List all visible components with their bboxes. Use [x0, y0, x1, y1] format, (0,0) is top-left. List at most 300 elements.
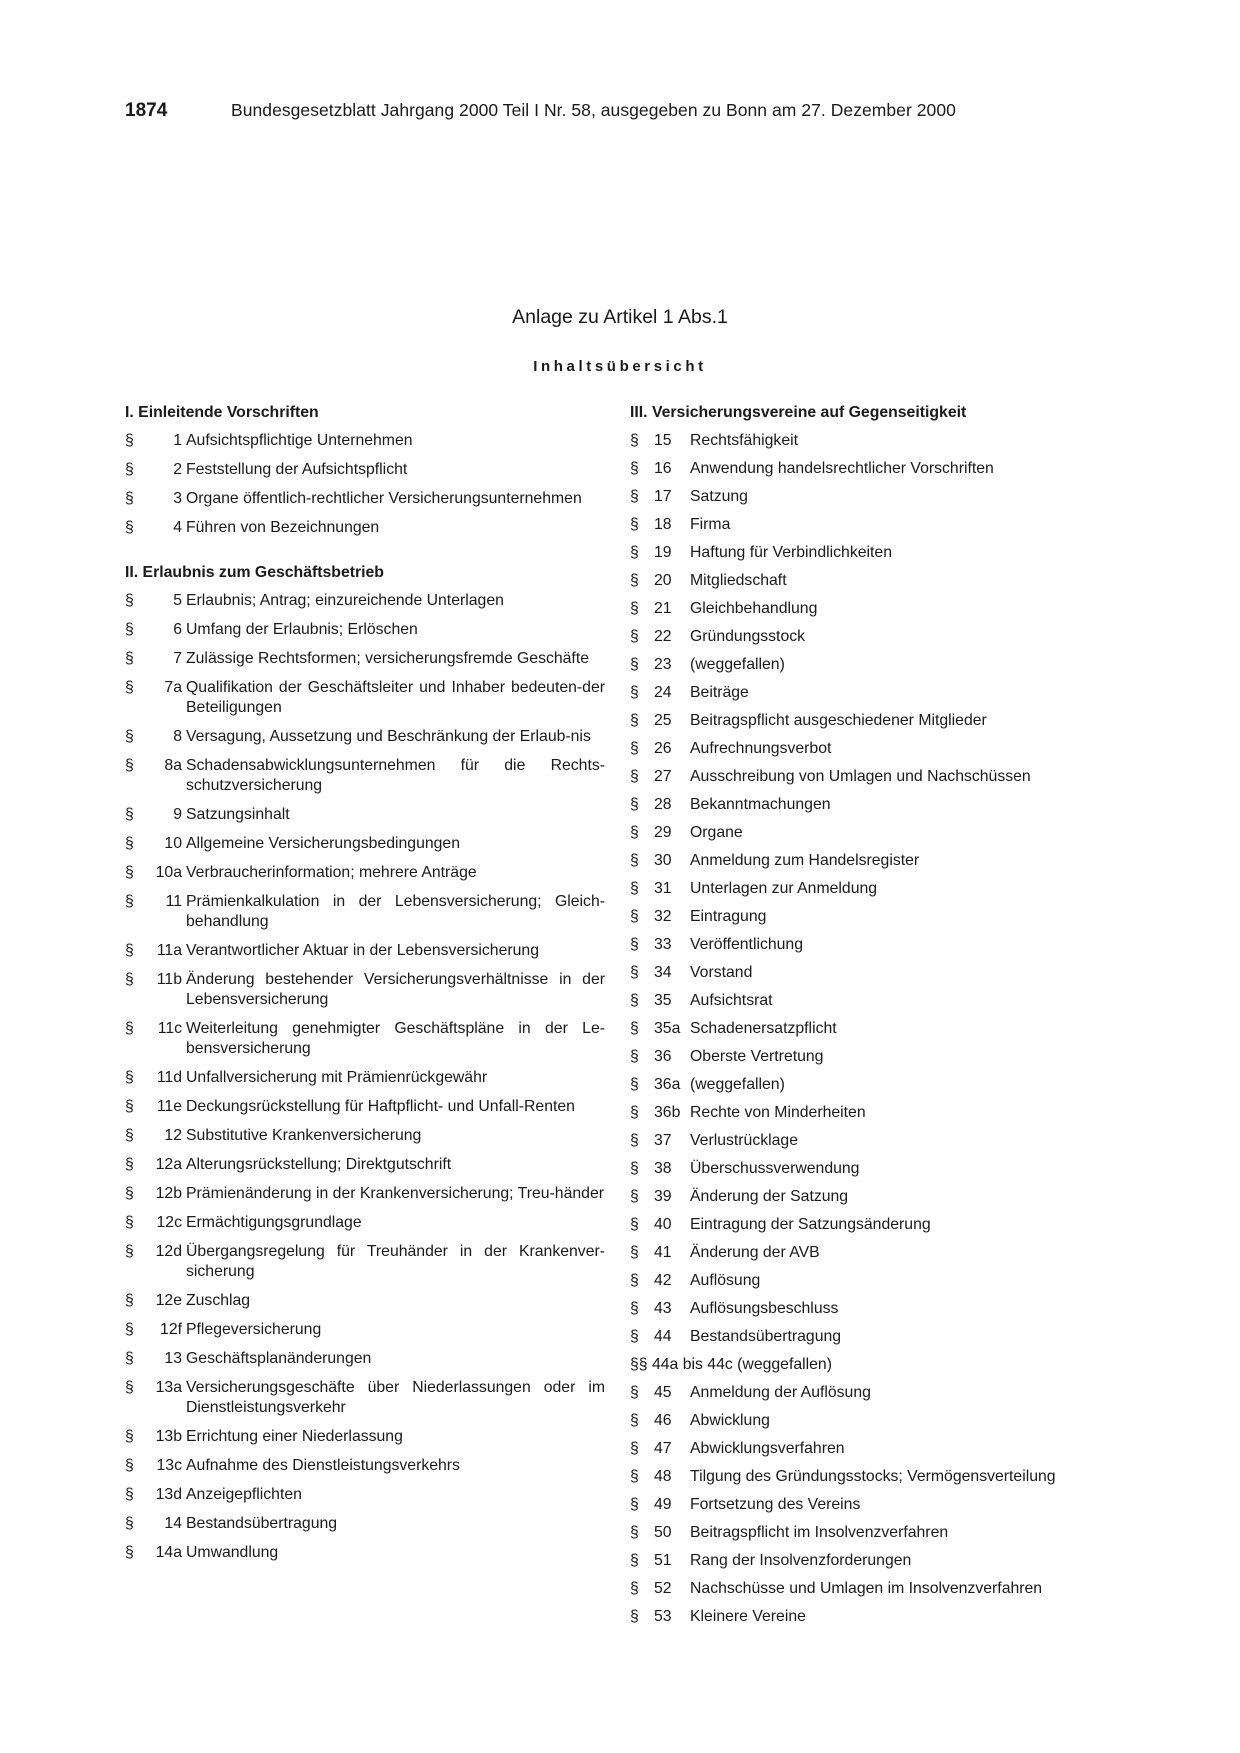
- entry-title: Erlaubnis; Antrag; einzureichende Unterlagen: [186, 592, 504, 609]
- entry-title: Bestandsübertragung: [690, 1328, 842, 1345]
- toc-entry: [125, 1064, 605, 1093]
- toc-entry: [630, 1323, 1090, 1351]
- entry-title: Prämienkalkulation in der Lebensversicherung; Gleich-behandlung: [186, 893, 605, 930]
- entry-title: Anwendung handelsrechtlicher Vorschriften: [690, 460, 994, 477]
- toc-entry: [125, 1510, 605, 1539]
- toc-entry: [125, 1481, 605, 1510]
- entry-number: 5: [173, 592, 182, 609]
- section-symbol: §: [630, 1580, 639, 1597]
- entry-number: 20: [654, 572, 672, 589]
- toc-entry: [630, 1071, 1090, 1099]
- section-symbol: §: [125, 942, 134, 959]
- entry-title: Organe: [690, 824, 743, 841]
- section-symbol: §: [630, 908, 639, 925]
- entry-number: 8a: [164, 757, 182, 774]
- section-symbol: §: [630, 796, 639, 813]
- section-symbol: §: [125, 864, 134, 881]
- section-symbol: §: [125, 519, 134, 536]
- toc-entry: [630, 651, 1090, 679]
- entry-title: Deckungsrückstellung für Haftpflicht- und Unfall-Renten: [186, 1098, 575, 1115]
- entry-title: Geschäftsplanänderungen: [186, 1350, 372, 1367]
- entry-number: 18: [654, 516, 672, 533]
- toc-entry: [125, 1452, 605, 1481]
- toc-entry: [630, 455, 1090, 483]
- entry-number: 44: [654, 1328, 672, 1345]
- entry-number: 10: [164, 835, 182, 852]
- toc-entry: [125, 587, 605, 616]
- section-symbol: §: [125, 1243, 134, 1260]
- entry-title: Aufsichtsrat: [690, 992, 773, 1009]
- entry-number: 12c: [156, 1214, 182, 1231]
- toc-entry: [630, 567, 1090, 595]
- entry-number: 28: [654, 796, 672, 813]
- entry-number: 13d: [155, 1486, 182, 1503]
- toc-entry: [630, 987, 1090, 1015]
- toc-entry: [630, 847, 1090, 875]
- section-symbol: §: [630, 572, 639, 589]
- entry-title: Rechtsfähigkeit: [690, 432, 799, 449]
- page-number: 1874: [125, 100, 168, 121]
- toc-entry: [630, 1295, 1090, 1323]
- section-symbol: §: [630, 432, 639, 449]
- entry-number: 2: [173, 461, 182, 478]
- entry-title: Verantwortlicher Aktuar in der Lebensversicherung: [186, 942, 539, 959]
- entry-title: Substitutive Krankenversicherung: [186, 1127, 422, 1144]
- entry-number: 11c: [157, 1020, 182, 1037]
- entry-title: Kleinere Vereine: [690, 1608, 806, 1625]
- entry-number: 12e: [155, 1292, 182, 1309]
- section-symbol: §: [125, 650, 134, 667]
- toc-entry: [630, 791, 1090, 819]
- toc-entry: [630, 819, 1090, 847]
- entry-title: Bestandsübertragung: [186, 1515, 338, 1532]
- entry-title: Versagung, Aussetzung und Beschränkung der Erlaub-nis: [186, 728, 591, 745]
- toc-entry: [630, 679, 1090, 707]
- entry-title: Ermächtigungsgrundlage: [186, 1214, 362, 1231]
- entry-number: 47: [654, 1440, 672, 1457]
- toc-entry: [630, 1239, 1090, 1267]
- entry-title: Abwicklungsverfahren: [690, 1440, 845, 1457]
- section-symbol: §: [125, 1457, 134, 1474]
- section-symbol: §: [630, 1608, 639, 1625]
- entry-title: Alterungsrückstellung; Direktgutschrift: [186, 1156, 452, 1173]
- section-symbol: §: [630, 684, 639, 701]
- section-symbol: §: [125, 1350, 134, 1367]
- toc-entry: [630, 1043, 1090, 1071]
- entry-number: 13: [164, 1350, 182, 1367]
- toc-entry: [630, 511, 1090, 539]
- section-entries: [125, 427, 605, 543]
- section-symbol: §: [630, 544, 639, 561]
- toc-entry: [125, 514, 605, 543]
- section-symbol: §: [630, 1384, 639, 1401]
- entry-title: Nachschüsse und Umlagen im Insolvenzverfahren: [690, 1580, 1043, 1597]
- section-symbol: §: [125, 806, 134, 823]
- toc-entry: [125, 616, 605, 645]
- section-symbol: §: [630, 964, 639, 981]
- entry-number: 27: [654, 768, 672, 785]
- section-symbol: §: [630, 880, 639, 897]
- section-symbol: §: [125, 1379, 134, 1396]
- entry-title: Anmeldung zum Handelsregister: [690, 852, 920, 869]
- section-symbol: §: [125, 1292, 134, 1309]
- toc-entry: [630, 1407, 1090, 1435]
- toc-entry: [125, 1423, 605, 1452]
- entry-number: 37: [654, 1132, 672, 1149]
- entry-title: Eintragung: [690, 908, 767, 925]
- toc-entry: [630, 1351, 1090, 1379]
- section-symbol: §: [630, 1300, 639, 1317]
- toc-entry: [125, 1374, 605, 1423]
- toc-entry: [125, 1316, 605, 1345]
- section-symbol: §: [630, 1328, 639, 1345]
- entry-title: Errichtung einer Niederlassung: [186, 1428, 403, 1445]
- section-symbol: §: [630, 712, 639, 729]
- section-symbol: §: [125, 461, 134, 478]
- entry-title: Schadenersatzpflicht: [690, 1020, 837, 1037]
- entry-title: (weggefallen): [690, 656, 785, 673]
- entry-number: 21: [654, 600, 672, 617]
- entry-title: Auflösungsbeschluss: [690, 1300, 839, 1317]
- entry-title: Änderung der Satzung: [690, 1188, 849, 1205]
- entry-number: 45: [654, 1384, 672, 1401]
- entry-title: Abwicklung: [690, 1412, 770, 1429]
- entry-title: Firma: [690, 516, 731, 533]
- toc-entry: [630, 707, 1090, 735]
- toc-entry: [125, 937, 605, 966]
- entry-number: 4: [173, 519, 182, 536]
- entry-number: 29: [654, 824, 672, 841]
- entry-title: Änderung der AVB: [690, 1244, 820, 1261]
- toc-entry: [125, 723, 605, 752]
- section-symbol: §: [630, 768, 639, 785]
- toc-entry: [125, 1151, 605, 1180]
- entry-number: 40: [654, 1216, 672, 1233]
- section-symbol: §: [125, 679, 134, 696]
- entry-number: 9: [173, 806, 182, 823]
- toc-entry: [630, 1267, 1090, 1295]
- entry-title: Rechte von Minderheiten: [690, 1104, 866, 1121]
- entry-number: 7a: [164, 679, 182, 696]
- entry-number: 36: [654, 1048, 672, 1065]
- entry-number: 26: [654, 740, 672, 757]
- entry-title: Pflegeversicherung: [186, 1321, 322, 1338]
- toc-entry: [630, 539, 1090, 567]
- toc-entry: [125, 752, 605, 801]
- toc-heading: Inhaltsübersicht: [533, 358, 707, 375]
- entry-title: Haftung für Verbindlichkeiten: [690, 544, 892, 561]
- entry-number: 43: [654, 1300, 672, 1317]
- entry-number: 16: [654, 460, 672, 477]
- section-symbol: §: [630, 1048, 639, 1065]
- toc-entry: [630, 1211, 1090, 1239]
- entry-title: Satzungsinhalt: [186, 806, 290, 823]
- entry-title: Aufrechnungsverbot: [690, 740, 832, 757]
- entry-number: 13c: [156, 1457, 182, 1474]
- toc-entry: [630, 1183, 1090, 1211]
- toc-entry: [630, 1099, 1090, 1127]
- entry-title: Gründungsstock: [690, 628, 806, 645]
- toc-entry: [630, 1155, 1090, 1183]
- section-symbol: §: [125, 490, 134, 507]
- section-symbol: §: [125, 1156, 134, 1173]
- entry-title: Satzung: [690, 488, 748, 505]
- entry-number: 11d: [156, 1069, 182, 1086]
- entry-title: Tilgung des Gründungsstocks; Vermögensverteilung: [690, 1468, 1056, 1485]
- entry-number: 35: [654, 992, 672, 1009]
- toc-entry: [630, 1519, 1090, 1547]
- toc-entry: [630, 735, 1090, 763]
- entry-title: Weiterleitung genehmigter Geschäftspläne in der Le-bensversicherung: [186, 1020, 605, 1057]
- entry-number: 33: [654, 936, 672, 953]
- toc-entry: [630, 1547, 1090, 1575]
- section-symbol: §: [125, 728, 134, 745]
- entry-title: Versicherungsgeschäfte über Niederlassungen oder im Dienstleistungsverkehr: [186, 1379, 605, 1416]
- entry-title: Oberste Vertretung: [690, 1048, 824, 1065]
- entry-number: 8: [173, 728, 182, 745]
- entry-title: Feststellung der Aufsichtspflicht: [186, 461, 408, 478]
- section-symbol: §: [125, 1321, 134, 1338]
- section-symbol: §: [630, 1272, 639, 1289]
- entry-number: 15: [654, 432, 672, 449]
- toc-entry: [125, 1122, 605, 1151]
- section-symbol: §: [630, 460, 639, 477]
- toc-entry: [630, 1463, 1090, 1491]
- entry-title: Überschussverwendung: [690, 1160, 860, 1177]
- entry-number: 31: [654, 880, 672, 897]
- section-symbol: §: [125, 971, 134, 988]
- toc-entry: [125, 1015, 605, 1064]
- section-entries: [630, 427, 1090, 1631]
- section-symbol: §: [630, 1524, 639, 1541]
- entry-number: 1: [173, 432, 182, 449]
- entry-number: 51: [654, 1552, 672, 1569]
- section-symbol: §: [630, 1244, 639, 1261]
- entry-number: 14a: [155, 1544, 182, 1561]
- entry-number: 12: [164, 1127, 182, 1144]
- entry-number: 7: [173, 650, 182, 667]
- toc-entry: [125, 1345, 605, 1374]
- section-symbol: §: [630, 1076, 639, 1093]
- entry-number: 19: [654, 544, 672, 561]
- toc-entry: [630, 1575, 1090, 1603]
- entry-number: 11: [165, 893, 182, 910]
- entry-title: Änderung bestehender Versicherungsverhältnisse in der Lebensversicherung: [186, 971, 605, 1008]
- entry-number: 24: [654, 684, 672, 701]
- entry-title: Umfang der Erlaubnis; Erlöschen: [186, 621, 418, 638]
- section-symbol: §: [630, 852, 639, 869]
- entry-range-text: §§ 44a bis 44c (weggefallen): [630, 1356, 832, 1373]
- section-symbol: §: [630, 1552, 639, 1569]
- entry-number: 46: [654, 1412, 672, 1429]
- toc-entry: [125, 1238, 605, 1287]
- toc-entry: [630, 931, 1090, 959]
- entry-number: 53: [654, 1608, 672, 1625]
- entry-title: Organe öffentlich-rechtlicher Versicherungsunternehmen: [186, 490, 582, 507]
- section-symbol: §: [125, 1127, 134, 1144]
- toc-entry: [125, 1287, 605, 1316]
- section-heading: III. Versicherungsvereine auf Gegenseitigkeit: [630, 404, 967, 421]
- entry-title: Bekanntmachungen: [690, 796, 831, 813]
- toc-entry: [125, 801, 605, 830]
- entry-number: 50: [654, 1524, 672, 1541]
- section-symbol: §: [125, 893, 134, 910]
- section-symbol: §: [125, 1428, 134, 1445]
- section-symbol: §: [630, 992, 639, 1009]
- section-symbol: §: [125, 1486, 134, 1503]
- entry-title: Aufnahme des Dienstleistungsverkehrs: [186, 1457, 460, 1474]
- entry-number: 52: [654, 1580, 672, 1597]
- entry-title: Rang der Insolvenzforderungen: [690, 1552, 912, 1569]
- section-symbol: §: [630, 824, 639, 841]
- entry-title: Verlustrücklage: [690, 1132, 799, 1149]
- entry-title: Schadensabwicklungsunternehmen für die Rechts-schutzversicherung: [186, 757, 605, 794]
- annex-title: Anlage zu Artikel 1 Abs.1: [512, 306, 728, 328]
- section-symbol: §: [125, 1185, 134, 1202]
- entry-number: 25: [654, 712, 672, 729]
- section-entries: [125, 587, 605, 1568]
- toc-entry: [630, 483, 1090, 511]
- toc-entry: [125, 830, 605, 859]
- toc-entry: [125, 645, 605, 674]
- section-symbol: §: [630, 600, 639, 617]
- entry-number: 17: [654, 488, 672, 505]
- entry-title: Verbraucherinformation; mehrere Anträge: [186, 864, 477, 881]
- section-symbol: §: [630, 656, 639, 673]
- entry-number: 13b: [155, 1428, 182, 1445]
- section-symbol: §: [125, 432, 134, 449]
- section-symbol: §: [630, 1132, 639, 1149]
- entry-title: Eintragung der Satzungsänderung: [690, 1216, 931, 1233]
- entry-number: 6: [173, 621, 182, 638]
- entry-number: 48: [654, 1468, 672, 1485]
- section-symbol: §: [125, 1098, 134, 1115]
- toc-entry: [125, 456, 605, 485]
- toc-entry: [125, 1539, 605, 1568]
- toc-left-column: [125, 399, 605, 1568]
- section-symbol: §: [630, 1440, 639, 1457]
- entry-title: Beitragspflicht im Insolvenzverfahren: [690, 1524, 949, 1541]
- section-symbol: §: [630, 1216, 639, 1233]
- page-header: [125, 100, 956, 122]
- entry-title: Qualifikation der Geschäftsleiter und Inhaber bedeuten-der Beteiligungen: [186, 679, 605, 716]
- section-symbol: §: [630, 628, 639, 645]
- section-symbol: §: [125, 1515, 134, 1532]
- entry-number: 12b: [155, 1185, 182, 1202]
- entry-title: Unterlagen zur Anmeldung: [690, 880, 878, 897]
- entry-number: 12a: [155, 1156, 182, 1173]
- section-symbol: §: [125, 835, 134, 852]
- entry-number: 10a: [155, 864, 182, 881]
- toc-entry: [630, 1127, 1090, 1155]
- section-symbol: §: [125, 757, 134, 774]
- section-symbol: §: [630, 516, 639, 533]
- entry-title: Auflösung: [690, 1272, 761, 1289]
- toc-entry: [630, 1603, 1090, 1631]
- section-symbol: §: [630, 1188, 639, 1205]
- entry-title: Fortsetzung des Vereins: [690, 1496, 861, 1513]
- toc-entry: [125, 888, 605, 937]
- section-symbol: §: [125, 1214, 134, 1231]
- entry-title: Veröffentlichung: [690, 936, 804, 953]
- toc-entry: [125, 427, 605, 456]
- entry-number: 34: [654, 964, 672, 981]
- toc-entry: [125, 859, 605, 888]
- toc-entry: [630, 1435, 1090, 1463]
- entry-title: Prämienänderung in der Krankenversicherung; Treu-händer: [186, 1185, 604, 1202]
- entry-number: 11a: [156, 942, 182, 959]
- entry-number: 36b: [654, 1104, 681, 1121]
- entry-title: Zuschlag: [186, 1292, 251, 1309]
- section-heading: II. Erlaubnis zum Geschäftsbetrieb: [125, 564, 384, 581]
- entry-title: Gleichbehandlung: [690, 600, 818, 617]
- entry-title: Unfallversicherung mit Prämienrückgewähr: [186, 1069, 488, 1086]
- entry-title: Umwandlung: [186, 1544, 279, 1561]
- toc-entry: [125, 966, 605, 1015]
- gazette-line: Bundesgesetzblatt Jahrgang 2000 Teil I Nr. 58, ausgegeben zu Bonn am 27. Dezember 2000: [231, 100, 956, 120]
- entry-number: 36a: [654, 1076, 681, 1093]
- entry-title: Ausschreibung von Umlagen und Nachschüssen: [690, 768, 1031, 785]
- entry-title: Übergangsregelung für Treuhänder in der Krankenver-sicherung: [186, 1243, 605, 1280]
- entry-number: 32: [654, 908, 672, 925]
- entry-number: 39: [654, 1188, 672, 1205]
- toc-entry: [630, 595, 1090, 623]
- entry-title: Anmeldung der Auflösung: [690, 1384, 871, 1401]
- entry-number: 3: [173, 490, 182, 507]
- entry-number: 12f: [160, 1321, 182, 1338]
- section-symbol: §: [630, 936, 639, 953]
- entry-title: Zulässige Rechtsformen; versicherungsfremde Geschäfte: [186, 650, 589, 667]
- section-symbol: §: [125, 621, 134, 638]
- section-symbol: §: [125, 1544, 134, 1561]
- section-symbol: §: [630, 1104, 639, 1121]
- toc-right-column: [630, 399, 1090, 1631]
- section-symbol: §: [630, 488, 639, 505]
- toc-entry: [630, 1379, 1090, 1407]
- entry-number: 13a: [155, 1379, 182, 1396]
- toc-entry: [630, 763, 1090, 791]
- entry-number: 11b: [156, 971, 182, 988]
- section-symbol: §: [125, 1069, 134, 1086]
- entry-number: 11e: [156, 1098, 182, 1115]
- entry-title: Anzeigepflichten: [186, 1486, 302, 1503]
- section-symbol: §: [630, 740, 639, 757]
- entry-title: (weggefallen): [690, 1076, 785, 1093]
- entry-title: Allgemeine Versicherungsbedingungen: [186, 835, 461, 852]
- entry-title: Mitgliedschaft: [690, 572, 787, 589]
- section-symbol: §: [125, 592, 134, 609]
- section-symbol: §: [125, 1020, 134, 1037]
- entry-number: 38: [654, 1160, 672, 1177]
- entry-title: Vorstand: [690, 964, 753, 981]
- toc-entry: [630, 903, 1090, 931]
- toc-entry: [630, 623, 1090, 651]
- entry-number: 42: [654, 1272, 672, 1289]
- entry-number: 49: [654, 1496, 672, 1513]
- entry-number: 23: [654, 656, 672, 673]
- toc-entry: [630, 959, 1090, 987]
- toc-entry: [125, 1209, 605, 1238]
- entry-number: 35a: [654, 1020, 681, 1037]
- toc-entry: [630, 1491, 1090, 1519]
- entry-number: 41: [654, 1244, 672, 1261]
- toc-entry: [125, 1180, 605, 1209]
- entry-number: 14: [164, 1515, 182, 1532]
- toc-entry: [125, 1093, 605, 1122]
- section-symbol: §: [630, 1496, 639, 1513]
- section-symbol: §: [630, 1468, 639, 1485]
- toc-entry: [630, 1015, 1090, 1043]
